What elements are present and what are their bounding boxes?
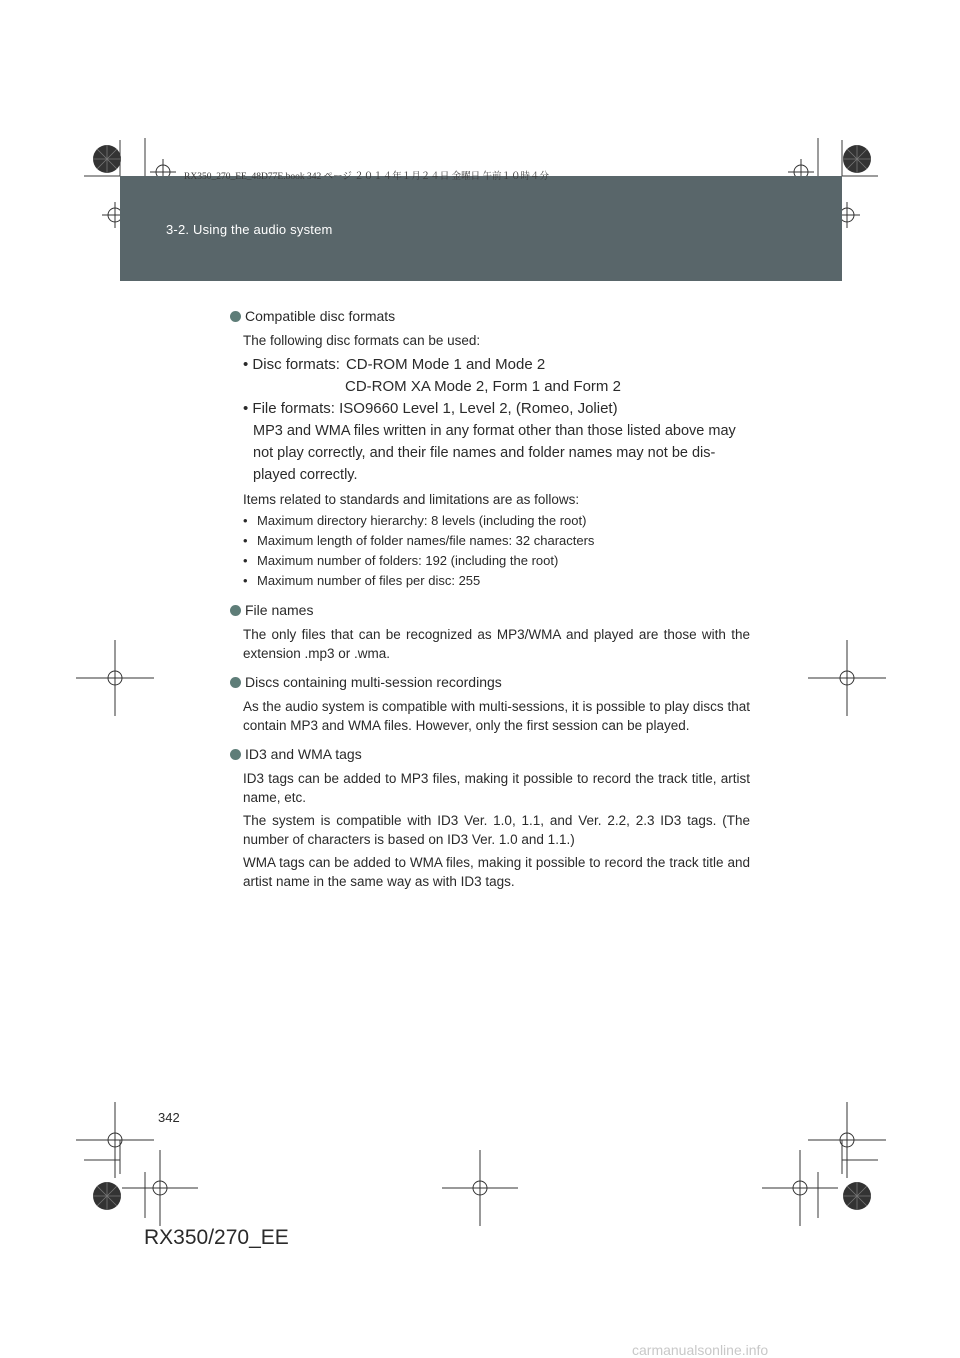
- list-item: • Maximum number of folders: 192 (including the root): [243, 553, 559, 568]
- bullet-icon: [230, 677, 241, 688]
- compatible-intro: The following disc formats can be used:: [243, 333, 481, 348]
- disc-formats-key: • Disc formats:: [243, 356, 340, 373]
- model-code: RX350/270_EE: [144, 1226, 289, 1249]
- format-list: [230, 354, 750, 486]
- watermark: carmanualsonline.info: [632, 1342, 769, 1358]
- limits-list: [230, 511, 750, 591]
- tags-text-1: ID3 tags can be added to MP3 files, making it possible to record the track title, artist name, etc.: [243, 771, 750, 805]
- file-formats-row: • File formats: ISO9660 Level 1, Level 2, (Romeo, Joliet): [243, 400, 618, 417]
- tags-text-2: The system is compatible with ID3 Ver. 1.0, 1.1, and Ver. 2.2, 2.3 ID3 tags. (The number of characters is based on ID3 Ver. 1.0 and 1.1.): [243, 813, 750, 847]
- tags-text-3: WMA tags can be added to WMA files, making it possible to record the track title and artist name in the same way as with ID3 tags.: [243, 855, 750, 889]
- section-title: 3-2. Using the audio system: [166, 222, 333, 237]
- limits-intro: Items related to standards and limitations are as follows:: [243, 492, 580, 507]
- main-content: [230, 305, 750, 891]
- disc-formats-value: CD-ROM Mode 1 and Mode 2: [345, 356, 546, 373]
- compatible-heading: Compatible disc formats: [230, 305, 750, 327]
- multisession-text: As the audio system is compatible with multi-sessions, it is possible to play discs that contain MP3 and WMA files. However, only the first session can be played.: [243, 699, 750, 733]
- file-formats-note: MP3 and WMA files written in any format other than those listed above may not play correctly, and their file names and folder names may not be dis- played correctly.: [253, 423, 736, 483]
- bullet-icon: [230, 311, 241, 322]
- bullet-icon: [230, 749, 241, 760]
- file-names-heading: File names: [230, 599, 750, 621]
- page-number: 342: [158, 1110, 180, 1125]
- disc-formats-row: [243, 354, 750, 376]
- multisession-heading: Discs containing multi-session recordings: [230, 671, 750, 693]
- bullet-icon: [230, 605, 241, 616]
- disc-formats-value-2: CD-ROM XA Mode 2, Form 1 and Form 2: [345, 378, 621, 395]
- list-item: • Maximum number of files per disc: 255: [243, 573, 481, 588]
- file-names-text: The only files that can be recognized as MP3/WMA and played are those with the extension .mp3 or .wma.: [243, 627, 750, 661]
- print-stamp: RX350_270_EE_48D77E.book 342 ページ ２０１４年１月２４日 金曜日 午前１０時４分: [184, 172, 550, 182]
- list-item: • Maximum length of folder names/file names: 32 characters: [243, 533, 595, 548]
- list-item: • Maximum directory hierarchy: 8 levels (including the root): [243, 513, 587, 528]
- tags-heading: ID3 and WMA tags: [230, 743, 750, 765]
